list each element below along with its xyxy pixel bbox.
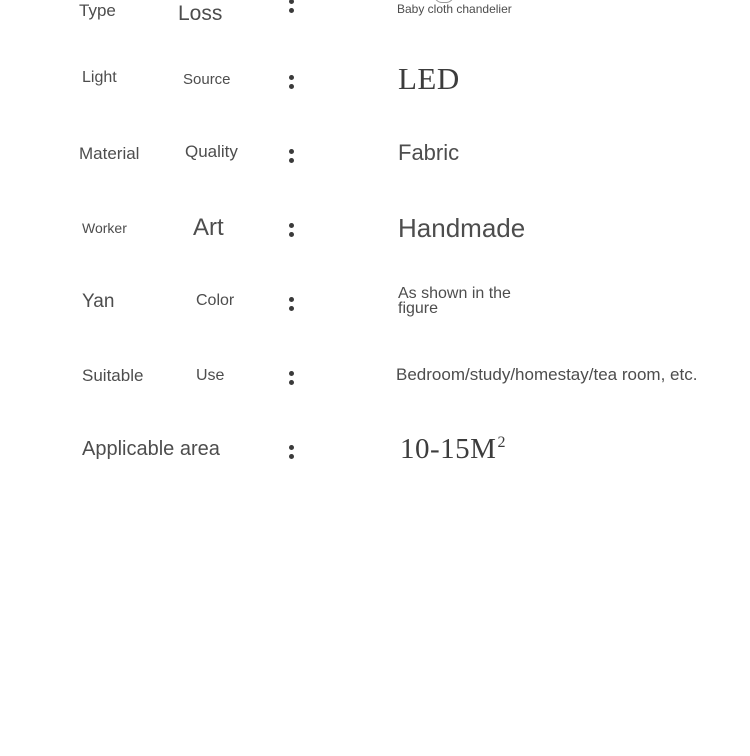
spec-label-light: Light bbox=[82, 69, 117, 86]
spec-value-color: As shown in the figure bbox=[398, 285, 511, 317]
colon-icon bbox=[288, 369, 296, 387]
spec-value-area-exponent: 2 bbox=[497, 434, 506, 451]
colon-icon bbox=[288, 73, 296, 91]
colon-icon bbox=[288, 443, 296, 461]
spec-label-art: Art bbox=[193, 214, 224, 241]
spec-value-worker-art: Handmade bbox=[398, 213, 526, 243]
colon-icon bbox=[288, 295, 296, 313]
colon-icon bbox=[288, 0, 296, 15]
spec-value-light-source: LED bbox=[398, 61, 460, 96]
spec-label-color: Color bbox=[196, 292, 235, 309]
spec-value-area-text: 10-15M bbox=[400, 433, 497, 465]
spec-label-suitable: Suitable bbox=[82, 366, 144, 385]
spec-label-loss: Loss bbox=[178, 2, 223, 25]
spec-value-use: Bedroom/study/homestay/tea room, etc. bbox=[396, 365, 698, 384]
spec-label-type: Type bbox=[79, 1, 116, 20]
spec-label-use: Use bbox=[196, 367, 225, 384]
colon-icon bbox=[288, 147, 296, 165]
spec-label-yan: Yan bbox=[82, 291, 115, 312]
spec-value-material: Fabric bbox=[398, 140, 460, 165]
spec-label-quality: Quality bbox=[185, 142, 238, 161]
spec-label-material: Material bbox=[79, 144, 140, 163]
colon-icon bbox=[288, 221, 296, 239]
spec-value-area bbox=[400, 435, 506, 464]
spec-label-applicable-area: Applicable area bbox=[82, 438, 220, 460]
spec-label-worker: Worker bbox=[82, 220, 127, 236]
spec-value-type: Baby cloth chandelier bbox=[397, 2, 512, 16]
spec-label-source: Source bbox=[183, 71, 231, 88]
